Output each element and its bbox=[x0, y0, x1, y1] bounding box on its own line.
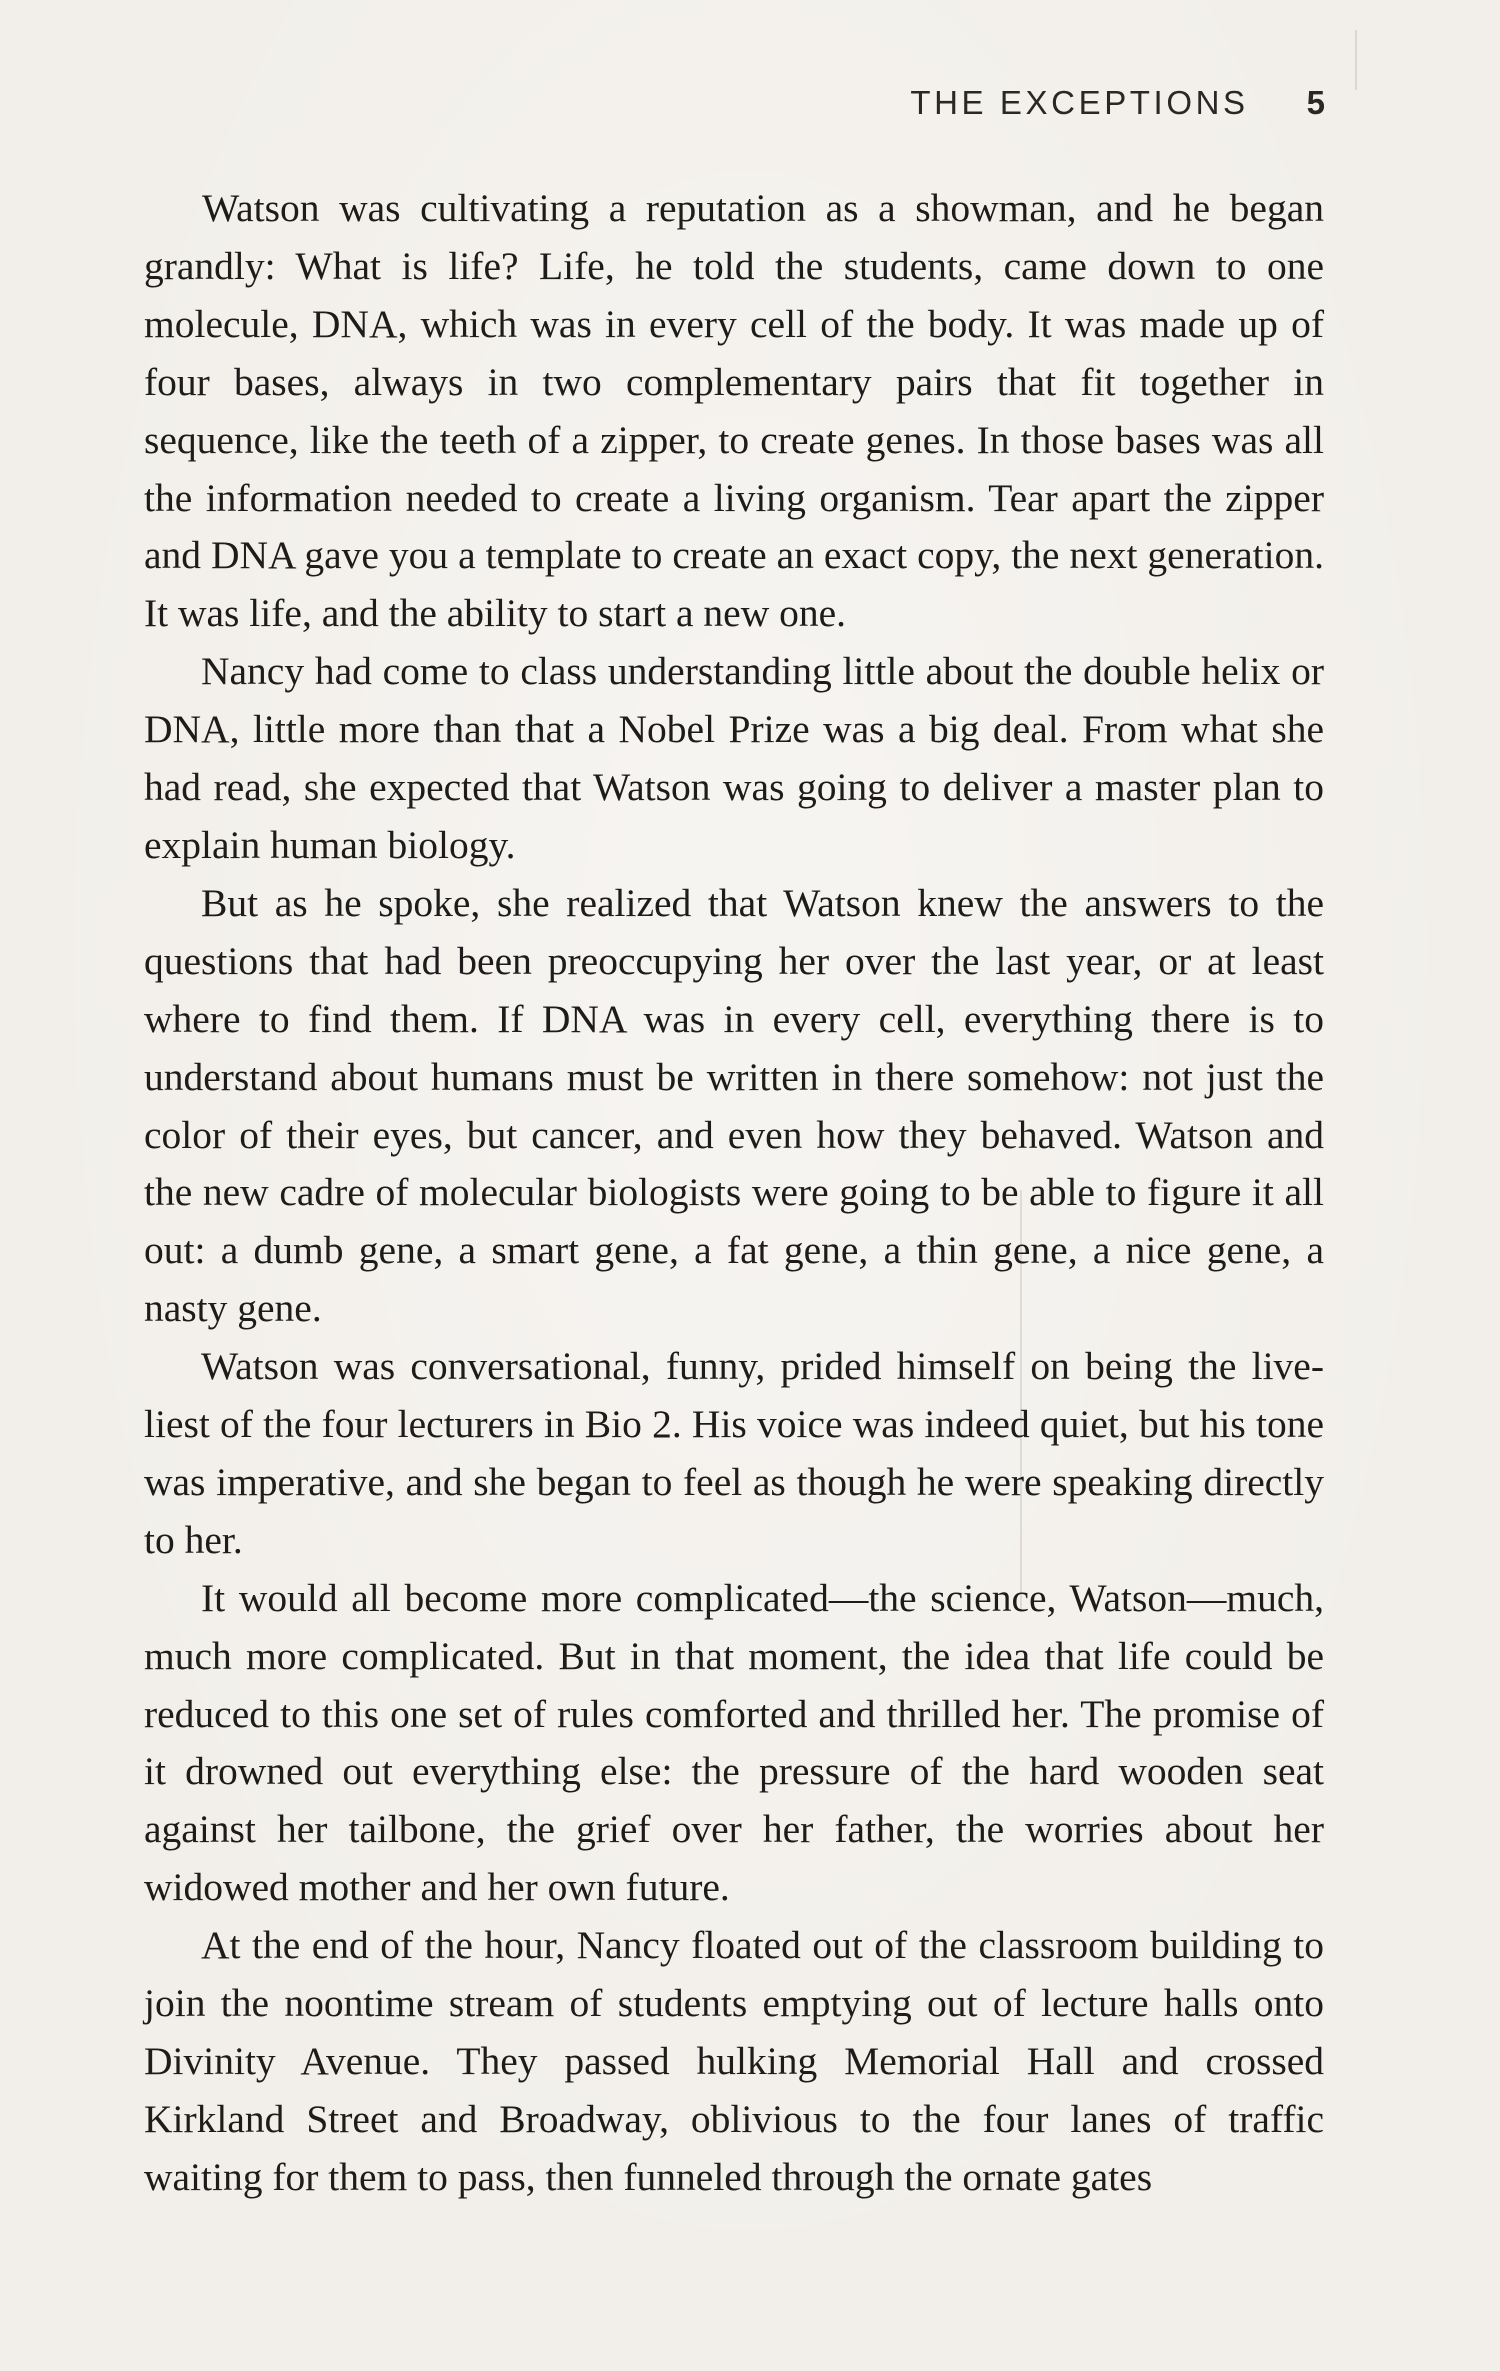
paragraph-2: Nancy had come to class understanding little about the double helix or DNA, little more than that a Nobel Prize was a big deal. From what she had read, she expected that Watson was going to deliver a master plan to explain human biology. bbox=[144, 649, 1324, 867]
paper-scuff-mark bbox=[1355, 30, 1357, 90]
running-head bbox=[910, 84, 1325, 122]
paragraph-6: At the end of the hour, Nancy floated out of the classroom building to join the noontime stream of students emptying out of lecture halls onto Divinity Avenue. They passed hulking Memorial Hall and crossed Kirkland Street and Broadway, oblivious to the four lanes of traffic waiting for them to pass, then funneled through the ornate gates bbox=[144, 1923, 1324, 2199]
paragraph-5: It would all become more complicated—the science, Watson—much, much more complicated. But in that moment, the idea that life could be reduced to this one set of rules comforted and thrilled her. The promise of it drowned out everything else: the pressure of the hard wooden seat against her tailbone, the grief over her father, the worries about her widowed mother and her own future. bbox=[144, 1575, 1324, 1910]
paragraph-4: Watson was conversational, funny, prided himself on being the liveliest of the four lecturers in Bio 2. His voice was indeed quiet, but his tone was imperative, and she began to feel as though he were speaking directly to her. bbox=[144, 1344, 1324, 1562]
paragraph-1: Watson was cultivating a reputation as a showman, and he began grandly: What is life? Life, he told the students, came down to one molecule, DNA, which was in every cell of the body. It was made up of four bases, always in two complementary pairs that fit together in sequence, like the teeth of a zipper, to create genes. In those bases was all the information needed to create a living organism. Tear apart the zipper and DNA gave you a template to create an exact copy, the next generation. It was life, and the ability to start a new one. bbox=[144, 186, 1324, 636]
running-title: THE EXCEPTIONS bbox=[910, 84, 1249, 121]
paragraph-3: But as he spoke, she realized that Watson knew the answers to the questions that had been preoccupying her over the last year, or at least where to find them. If DNA was in every cell, everything there is to understand about humans must be written in there somehow: not just the color of their eyes, but cancer, and even how they behaved. Watson and the new cadre of molecular biologists were going to be able to figure it all out: a dumb gene, a smart gene, a fat gene, a thin gene, a nice gene, a nasty gene. bbox=[144, 880, 1324, 1331]
body-text bbox=[144, 180, 1324, 2207]
page-number: 5 bbox=[1306, 84, 1325, 121]
